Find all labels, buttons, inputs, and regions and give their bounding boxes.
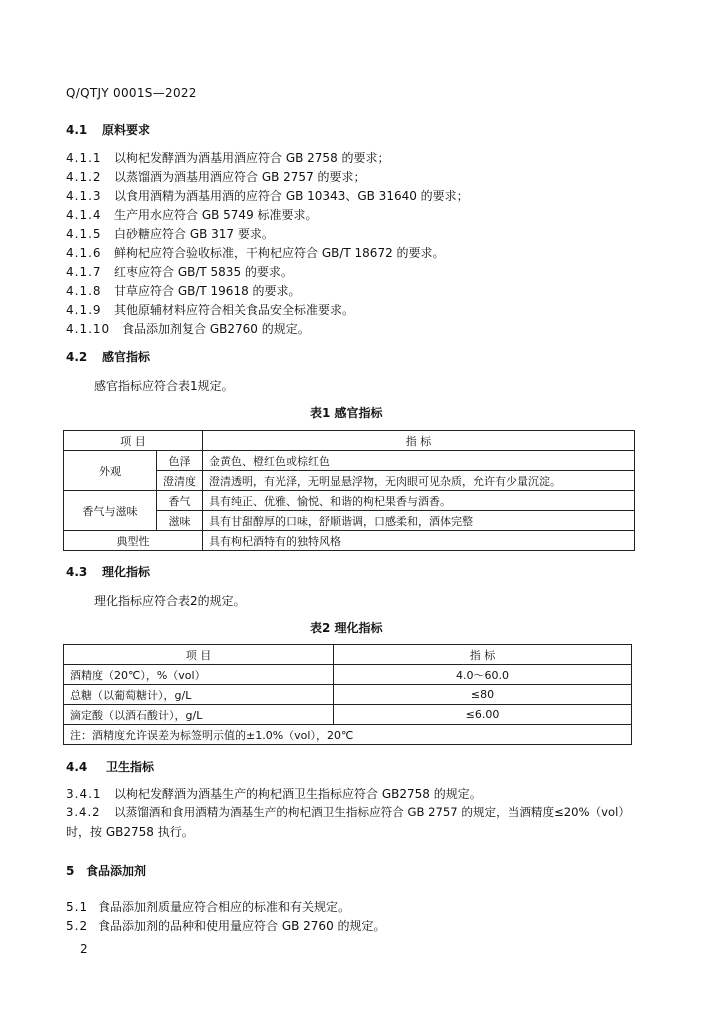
- row-item: 酒精度（20℃），%（vol）: [64, 665, 334, 685]
- list-item: [66, 898, 350, 915]
- table-note-row: [64, 725, 632, 745]
- item-number: 4.1.3: [66, 189, 102, 203]
- list-item: [66, 244, 445, 261]
- table-row: [64, 491, 635, 511]
- header-item: 项 目: [64, 645, 334, 665]
- list-item: [66, 282, 301, 299]
- row-item: 总糖（以葡萄糖计），g/L: [64, 685, 334, 705]
- item-number: 3.4.2: [66, 805, 101, 819]
- list-item: [66, 225, 274, 242]
- table-row: [64, 451, 635, 471]
- section-number: 4.2: [66, 350, 88, 364]
- list-item: [66, 149, 390, 166]
- item-text: 生产用水应符合 GB 5749 标准要求。: [114, 208, 318, 222]
- list-item: [66, 187, 469, 204]
- physicochemical-table: [63, 644, 632, 745]
- section-4-4-heading: [66, 758, 154, 775]
- item-number: 4.1.6: [66, 246, 102, 260]
- item-number: 4.1.8: [66, 284, 102, 298]
- list-item: [66, 168, 366, 185]
- page-number: 2: [80, 942, 88, 956]
- table-row: [64, 685, 632, 705]
- sub-label: 澄清度: [157, 471, 203, 491]
- row-value: ≤80: [334, 685, 632, 705]
- section-title: 理化指标: [102, 565, 151, 579]
- sub-label: 香气: [157, 491, 203, 511]
- table-row: [64, 705, 632, 725]
- row-item: 滴定酸（以酒石酸计），g/L: [64, 705, 334, 725]
- section-title: 食品添加剂: [86, 864, 147, 878]
- paragraph-continuation: 时，按 GB2758 执行。: [66, 825, 194, 839]
- paragraph: [66, 785, 482, 802]
- item-number: 4.1.2: [66, 170, 102, 184]
- item-number: 4.1.5: [66, 227, 102, 241]
- section-number: 4.1: [66, 123, 88, 137]
- item-text: 白砂糖应符合 GB 317 要求。: [114, 227, 274, 241]
- group-label: 外观: [64, 451, 157, 491]
- item-text: 食品添加剂复合 GB2760 的规定。: [122, 322, 310, 336]
- row-value: 具有纯正、优雅、愉悦、和谐的枸杞果香与酒香。: [203, 491, 635, 511]
- item-number: 4.1.4: [66, 208, 102, 222]
- item-number: 4.1.9: [66, 303, 102, 317]
- section-5-heading: [66, 862, 146, 879]
- list-item: [66, 320, 310, 337]
- header-index: 指 标: [334, 645, 632, 665]
- row-value: 4.0～60.0: [334, 665, 632, 685]
- item-number: 4.1.7: [66, 265, 102, 279]
- header-item: 项 目: [64, 431, 203, 451]
- table-header-row: [64, 431, 635, 451]
- header-index: 指 标: [203, 431, 635, 451]
- row-value: 具有甘甜醇厚的口味，舒顺谐调，口感柔和，酒体完整: [203, 511, 635, 531]
- row-value: 金黄色、橙红色或棕红色: [203, 451, 635, 471]
- item-text: 以蒸馏酒为酒基用酒应符合 GB 2757 的要求；: [114, 170, 366, 184]
- item-text: 以蒸馏酒和食用酒精为酒基生产的枸杞酒卫生指标应符合 GB 2757 的规定，当酒精度≤20%（vol）: [114, 805, 630, 819]
- row-value: 澄清透明，有光泽，无明显悬浮物，无肉眼可见杂质，允许有少量沉淀。: [203, 471, 635, 491]
- section-4-2-heading: [66, 348, 150, 365]
- section-title: 原料要求: [102, 123, 151, 137]
- item-number: 3.4.1: [66, 787, 102, 801]
- item-number: 4.1.1: [66, 151, 102, 165]
- group-label: 香气与滋味: [64, 491, 157, 531]
- section-title: 卫生指标: [106, 760, 155, 774]
- list-item: [66, 206, 318, 223]
- item-text: 其他原辅材料应符合相关食品安全标准要求。: [114, 303, 355, 317]
- item-text: 鲜枸杞应符合验收标准，干枸杞应符合 GB/T 18672 的要求。: [114, 246, 445, 260]
- section-number: 4.4: [66, 760, 88, 774]
- table-row: [64, 531, 635, 551]
- item-number: 5.1: [66, 900, 89, 914]
- item-text: 以枸杞发酵酒为酒基生产的枸杞酒卫生指标应符合 GB2758 的规定。: [114, 787, 482, 801]
- document-code: Q/QTJY 0001S—2022: [66, 86, 197, 100]
- section-intro: 理化指标应符合表2的规定。: [94, 594, 246, 608]
- row-value: ≤6.00: [334, 705, 632, 725]
- table-note: 注：酒精度允许误差为标签明示值的±1.0%（vol），20℃: [64, 725, 632, 745]
- paragraph: [66, 804, 630, 820]
- sensory-table: [63, 430, 635, 551]
- item-text: 食品添加剂的品种和使用量应符合 GB 2760 的规定。: [98, 919, 386, 933]
- section-4-3-heading: [66, 563, 150, 580]
- item-text: 以食用酒精为酒基用酒的应符合 GB 10343、GB 31640 的要求；: [114, 189, 469, 203]
- sub-label: 滋味: [157, 511, 203, 531]
- sub-label: 色泽: [157, 451, 203, 471]
- table-row: [64, 665, 632, 685]
- item-number: 4.1.10: [66, 322, 111, 336]
- item-text: 食品添加剂质量应符合相应的标准和有关规定。: [98, 900, 351, 914]
- item-text: 红枣应符合 GB/T 5835 的要求。: [114, 265, 293, 279]
- row-value: 具有枸杞酒特有的独特风格: [203, 531, 635, 551]
- section-intro: 感官指标应符合表1规定。: [94, 379, 234, 393]
- section-title: 感官指标: [102, 350, 151, 364]
- list-item: [66, 917, 386, 934]
- list-item: [66, 263, 293, 280]
- item-text: 甘草应符合 GB/T 19618 的要求。: [114, 284, 301, 298]
- section-4-1-heading: [66, 121, 150, 138]
- list-item: [66, 301, 354, 318]
- section-number: 4.3: [66, 565, 88, 579]
- table-2-caption: 表2 理化指标: [310, 621, 383, 635]
- table-header-row: [64, 645, 632, 665]
- item-number: 5.2: [66, 919, 89, 933]
- table-1-caption: 表1 感官指标: [310, 406, 383, 420]
- typical-label: 典型性: [64, 531, 203, 551]
- item-text: 以枸杞发酵酒为酒基用酒应符合 GB 2758 的要求；: [114, 151, 390, 165]
- section-number: 5: [66, 864, 75, 878]
